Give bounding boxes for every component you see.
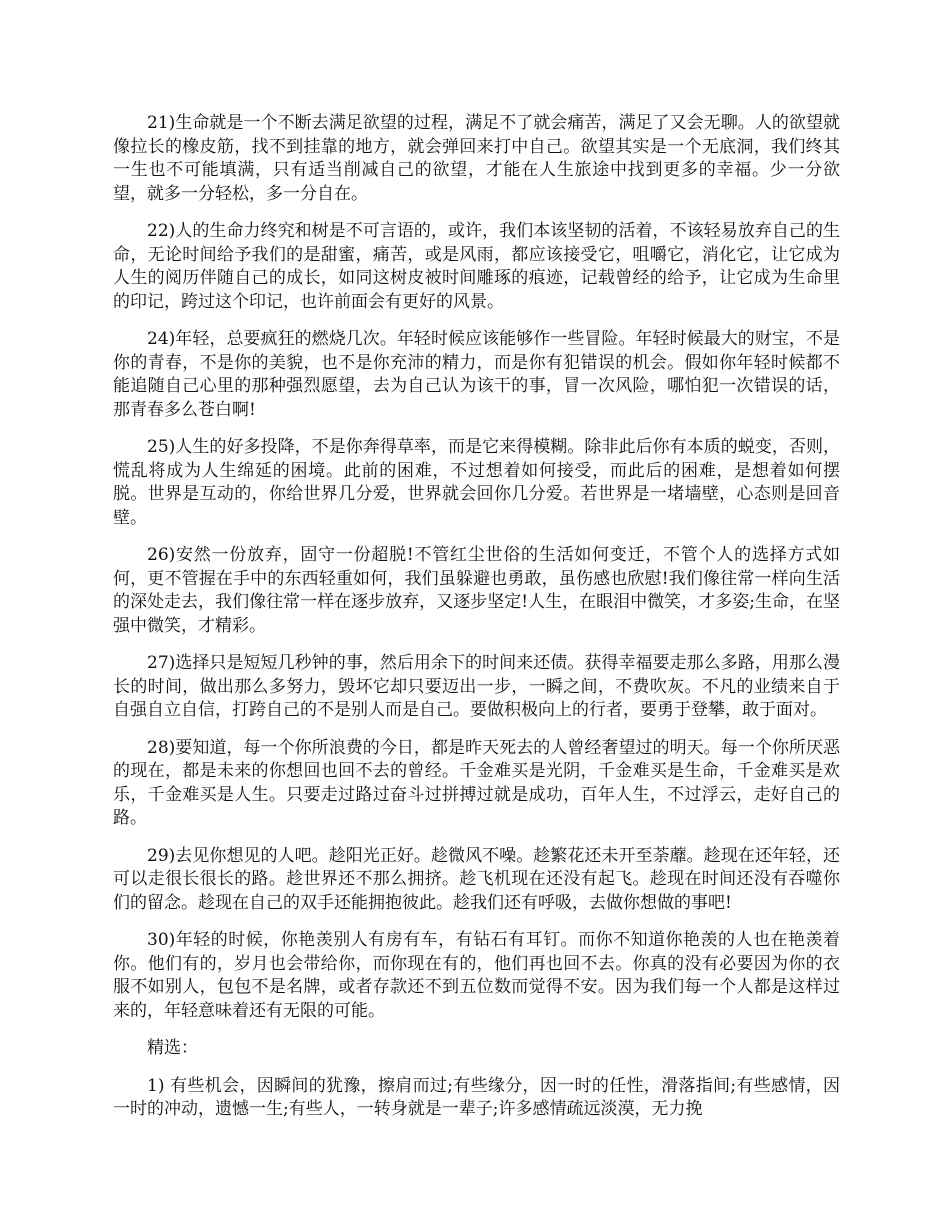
paragraph-selected-1: 1) 有些机会，因瞬间的犹豫，擦肩而过;有些缘分，因一时的任性，滑落指间;有些感情，因一时的冲动，遗憾一生;有些人，一转身就是一辈子;许多感情疏远淡漠，无力挽: [113, 1075, 840, 1119]
paragraph-21: 21)生命就是一个不断去满足欲望的过程，满足不了就会痛苦，满足了又会无聊。人的欲望就像拉长的橡皮筋，找不到挂靠的地方，就会弹回来打中自己。欲望其实是一个无底洞，我们终其一生也不可能填满，只有适当削减自己的欲望，才能在人生旅途中找到更多的幸福。少一分欲望，就多一分轻松，多一分自在。: [113, 113, 840, 204]
paragraph-30: 30)年轻的时候，你艳羡别人有房有车，有钻石有耳钉。而你不知道你艳羡的人也在艳羡着你。他们有的，岁月也会带给你，而你现在有的，他们再也回不去。你真的没有必要因为你的衣服不如别人，包包不是名牌，或者存款还不到五位数而觉得不安。因为我们每一个人都是这样过来的，年轻意味着还有无限的可能。: [113, 930, 840, 1021]
paragraph-27: 27)选择只是短短几秒钟的事，然后用余下的时间来还债。获得幸福要走那么多路，用那么漫长的时间，做出那么多努力，毁坏它却只要迈出一步，一瞬之间，不费吹灰。不凡的业绩来自于自强自立自信，打跨自己的不是别人而是自己。要做积极向上的行者，要勇于登攀，敢于面对。: [113, 653, 840, 720]
paragraph-24: 24)年轻，总要疯狂的燃烧几次。年轻时候应该能够作一些冒险。年轻时候最大的财宝，不是你的青春，不是你的美貌，也不是你充沛的精力，而是你有犯错误的机会。假如你年轻时候都不能追随自己心里的那种强烈愿望，去为自己认为该干的事，冒一次风险，哪怕犯一次错误的话，那青春多么苍白啊!: [113, 329, 840, 420]
paragraph-29: 29)去见你想见的人吧。趁阳光正好。趁微风不噪。趁繁花还未开至荼蘼。趁现在还年轻，还可以走很长很长的路。趁世界还不那么拥挤。趁飞机现在还没有起飞。趁现在时间还没有吞噬你们的留念。趁现在自己的双手还能拥抱彼此。趁我们还有呼吸，去做你想做的事吧!: [113, 845, 840, 913]
paragraph-28: 28)要知道，每一个你所浪费的今日，都是昨天死去的人曾经奢望过的明天。每一个你所厌恶的现在，都是未来的你想回也回不去的曾经。千金难买是光阴，千金难买是生命，千金难买是欢乐，千金难买是人生。只要走过路过奋斗过拼搏过就是成功，百年人生，不过浮云，走好自己的路。: [113, 737, 840, 828]
paragraph-22: 22)人的生命力终究和树是不可言语的，或许，我们本该坚韧的活着，不该轻易放弃自己的生命，无论时间给予我们的是甜蜜，痛苦，或是风雨，都应该接受它，咀嚼它，消化它，让它成为人生的阅历伴随自己的成长，如同这树皮被时间雕琢的痕迹，记载曾经的给予，让它成为生命里的印记，跨过这个印记，也许前面会有更好的风景。: [113, 221, 840, 312]
document-body: [113, 112, 840, 1122]
paragraph-26: 26)安然一份放弃，固守一份超脱!不管红尘世俗的生活如何变迁，不管个人的选择方式如何，更不管握在手中的东西轻重如何，我们虽躲避也勇敢，虽伤感也欣慰!我们像往常一样向生活的深处走去，我们像往常一样在逐步放弃，又逐步坚定!人生，在眼泪中微笑，才多姿;生命，在坚强中微笑，才精彩。: [113, 545, 840, 636]
section-heading-selected: 精选：: [147, 1038, 198, 1058]
paragraph-25: 25)人生的好多投降，不是你奔得草率，而是它来得模糊。除非此后你有本质的蜕变，否则，慌乱将成为人生绵延的困境。此前的困难，不过想着如何接受，而此后的困难，是想着如何摆脱。世界是互动的，你给世界几分爱，世界就会回你几分爱。若世界是一堵墙壁，心态则是回音壁。: [113, 437, 840, 528]
